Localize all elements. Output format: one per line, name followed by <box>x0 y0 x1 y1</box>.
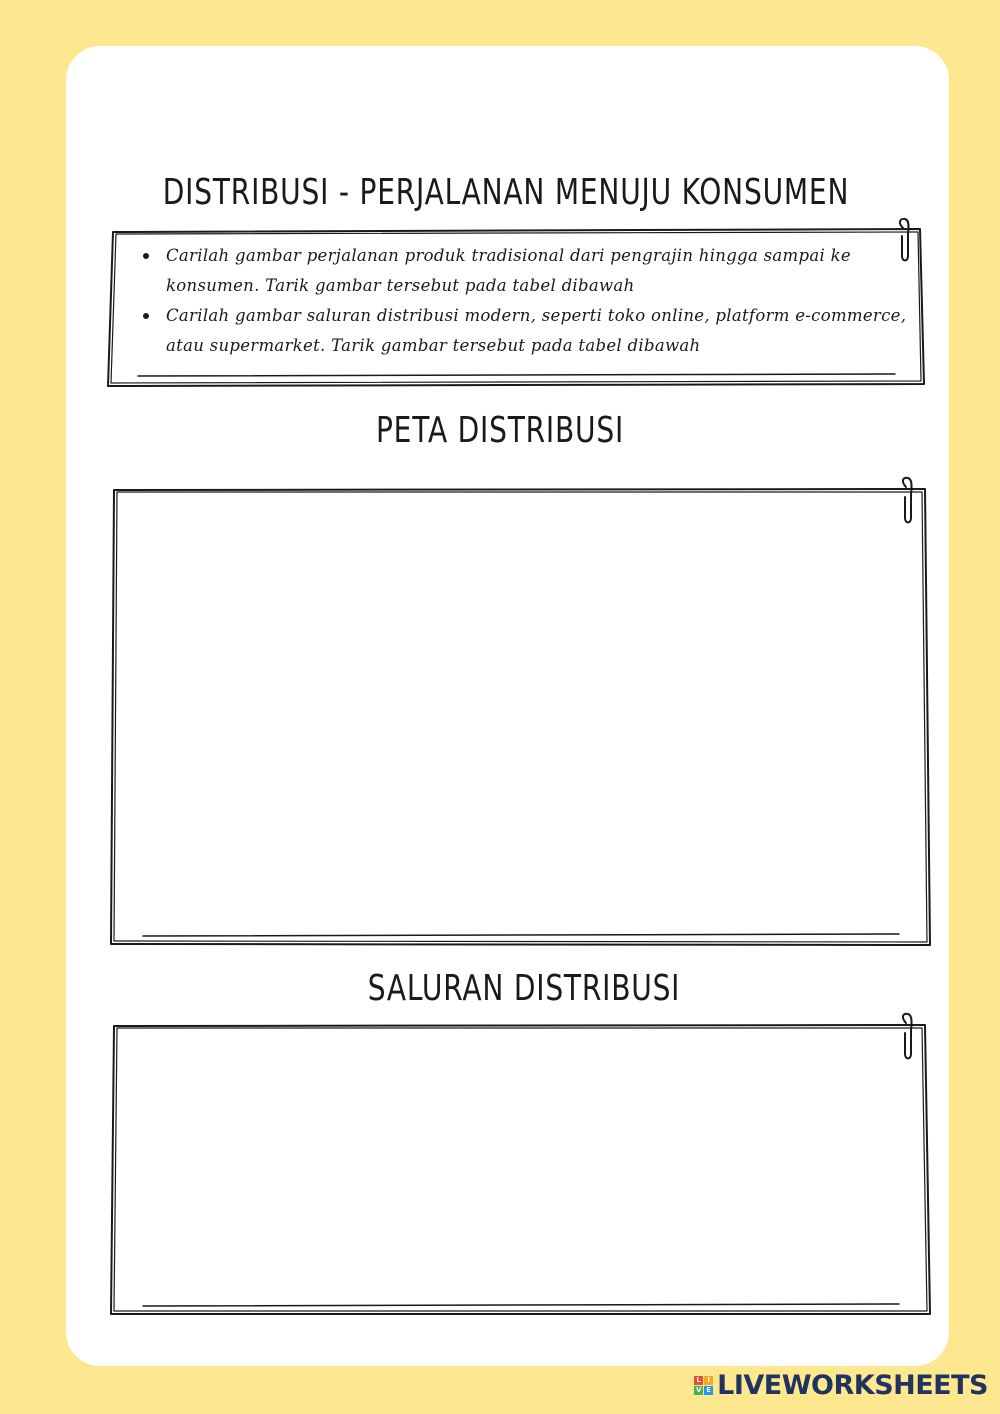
logo-letter: L <box>694 1376 703 1385</box>
instruction-item: Carilah gambar perjalanan produk tradisional dari pengrajin hingga sampai ke konsumen. Tarik gambar tersebut pada tabel dibawah <box>166 241 926 301</box>
instruction-item: Carilah gambar saluran distribusi modern, seperti toko online, platform e-commerce, atau supermarket. Tarik gambar tersebut pada tabel dibawah <box>166 301 926 361</box>
brand-name: LIVEWORKSHEETS <box>717 1370 988 1401</box>
logo-letter: V <box>695 1386 702 1394</box>
liveworksheets-brand <box>694 1370 988 1401</box>
liveworksheets-logo-icon <box>694 1376 713 1395</box>
logo-letter: E <box>704 1386 713 1395</box>
saluran-drop-area[interactable] <box>118 1030 924 1310</box>
worksheet-title: DISTRIBUSI - PERJALANAN MENUJU KONSUMEN <box>162 172 850 213</box>
section-title-peta: PETA DISTRIBUSI <box>375 410 625 451</box>
logo-letter: I <box>704 1376 713 1385</box>
peta-drop-area[interactable] <box>118 494 924 938</box>
section-title-saluran: SALURAN DISTRIBUSI <box>367 968 681 1009</box>
instructions-list <box>138 241 926 361</box>
